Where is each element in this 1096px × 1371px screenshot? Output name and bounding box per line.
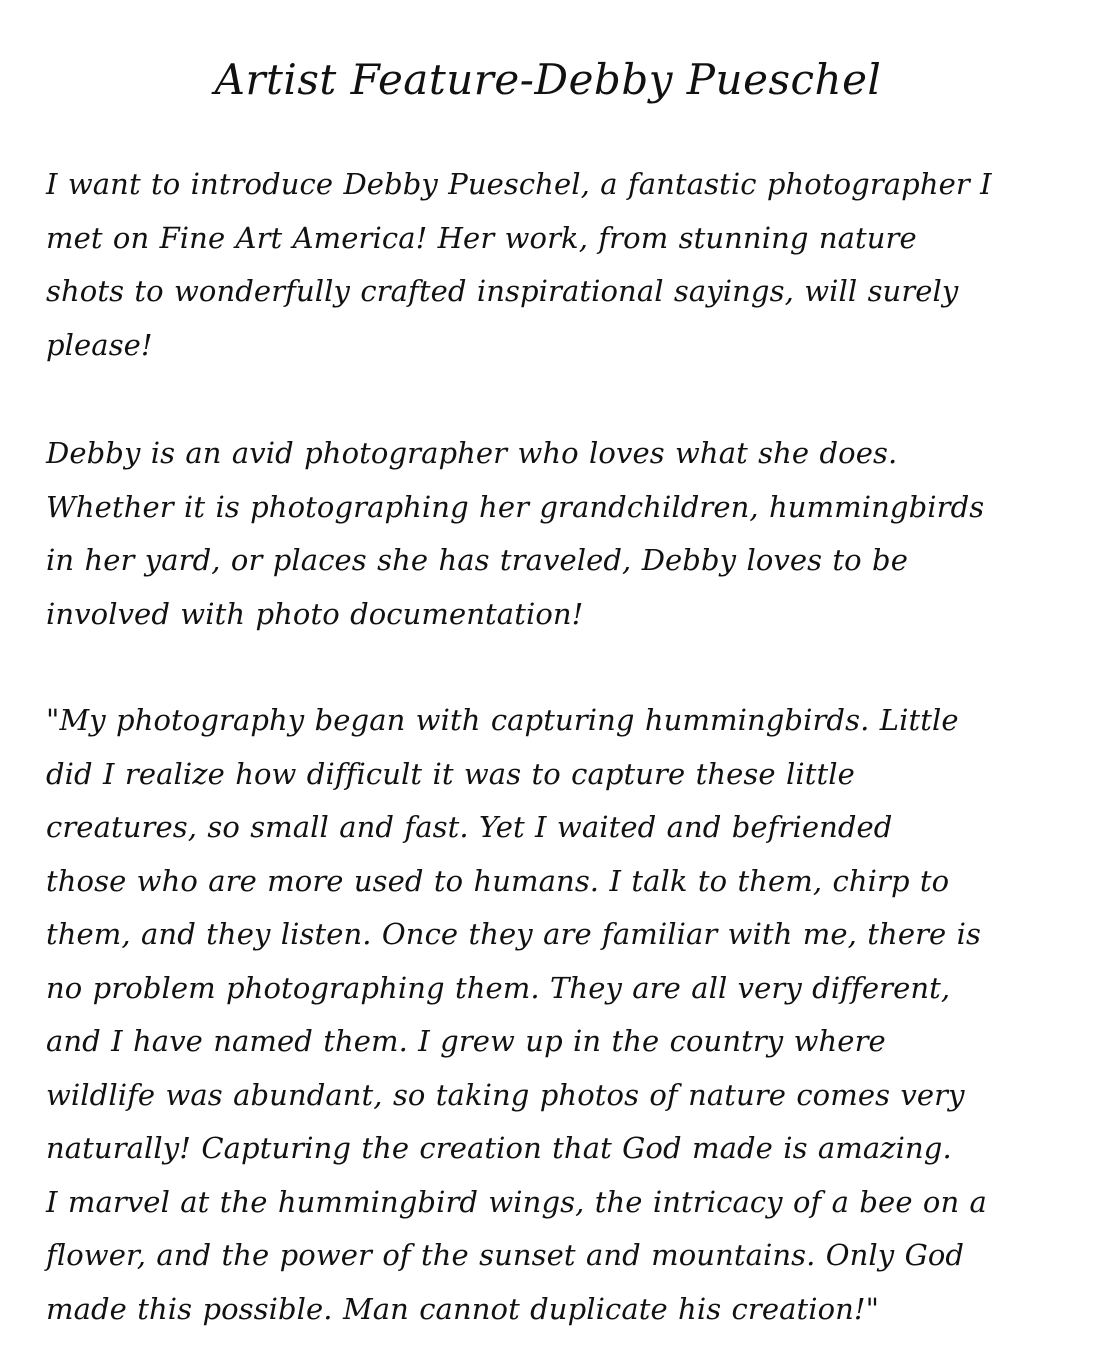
paragraph-line: did I realize how difficult it was to capture these little <box>46 756 855 791</box>
paragraph-line: "My photography began with capturing hummingbirds. Little <box>46 703 959 737</box>
paragraph-line: those who are more used to humans. I talk to them, chirp to <box>46 863 950 898</box>
paragraph-line: them, and they listen. Once they are familiar with me, there is <box>46 917 981 951</box>
paragraph-line: I marvel at the hummingbird wings, the intricacy of a bee on a <box>46 1184 987 1219</box>
paragraph-line: and I have named them. I grew up in the country where <box>46 1024 886 1058</box>
paragraph-line: I want to introduce Debby Pueschel, a fantastic photographer I <box>46 167 992 201</box>
paragraph-line: shots to wonderfully crafted inspirational sayings, will surely <box>46 274 959 308</box>
paragraph-line: creatures, so small and fast. Yet I waited and befriended <box>46 810 893 844</box>
paragraph-line: in her yard, or places she has traveled, Debby loves to be <box>46 543 908 577</box>
paragraph-line: Debby is an avid photographer who loves what she does. <box>46 436 898 470</box>
paragraph-line: please! <box>46 327 153 362</box>
paragraph-line: met on Fine Art America! Her work, from stunning nature <box>46 220 917 255</box>
intro-paragraph <box>46 158 1056 372</box>
paragraph-line: Whether it is photographing her grandchildren, hummingbirds <box>46 489 985 524</box>
paragraph-line: involved with photo documentation! <box>46 596 584 631</box>
about-paragraph <box>46 427 1056 641</box>
quote-paragraph <box>46 694 1056 1336</box>
paragraph-line: naturally! Capturing the creation that God made is amazing. <box>46 1131 952 1165</box>
page-title: Artist Feature-Debby Pueschel <box>214 55 882 104</box>
paragraph-line: no problem photographing them. They are all very different, <box>46 970 951 1005</box>
paragraph-line: flower, and the power of the sunset and mountains. Only God <box>46 1238 965 1272</box>
paragraph-line: wildlife was abundant, so taking photos of nature comes very <box>46 1077 965 1112</box>
paragraph-line: made this possible. Man cannot duplicate his creation!" <box>46 1291 880 1326</box>
